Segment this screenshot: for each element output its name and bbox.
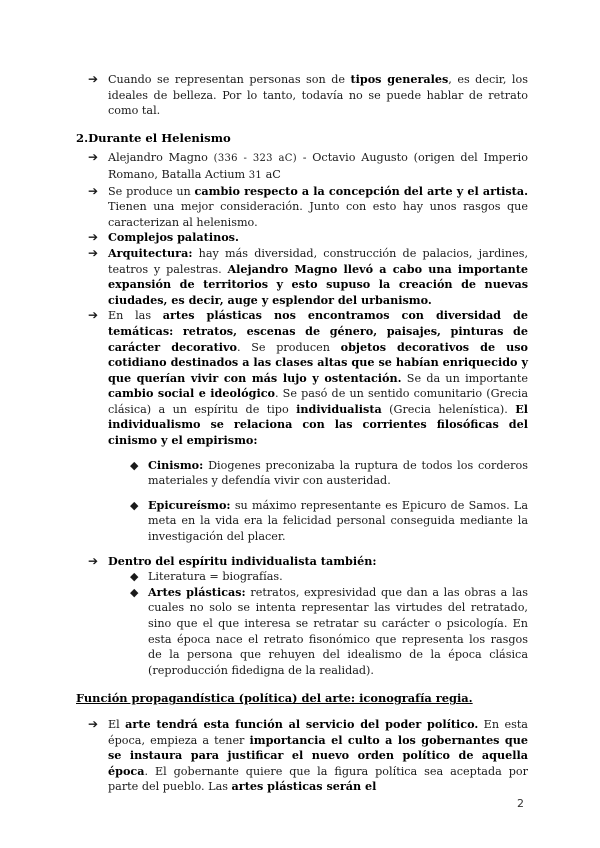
page-content: [76, 72, 528, 795]
bullet-cambio-concepcion: ➔ Se produce un cambio respecto a la concepción del arte y el artista. Tienen una mejor consideración. Junto con esto hay unos rasgos que caracterizan al helenismo.: [88, 183, 528, 229]
subbullet-artes-plasticas: ◆ Artes plásticas: retratos, expresividad que dan a las obras a las cuales no solo se intenta representar las virtudes del retratado, sino que el que interesa se retratar su carácter o psicología. En esta época nace el retrato fisonómico que representa los rasgos de la persona que rehuyen del idealismo de la época clásica (reproducción fidedigna de la realidad).: [130, 584, 528, 677]
arrow-right-icon: ➔: [88, 245, 99, 260]
arrow-right-icon: ➔: [88, 183, 99, 198]
subbullet-cinismo: ◆ Cinismo: Diogenes preconizaba la ruptura de todos los corderos materiales y defendía vivir con austeridad.: [130, 457, 528, 488]
page-number: 2: [517, 797, 524, 810]
subbullet-literatura: ◆ Literatura = biografías.: [130, 570, 283, 584]
arrow-right-icon: ➔: [88, 308, 99, 323]
arrow-right-icon: ➔: [88, 72, 99, 86]
bullet-artes-plasticas: ➔ En las artes plásticas nos encontramos con diversidad de temáticas: retratos, escenas de género, paisajes, pinturas de carácter decorativo. Se producen objetos decorativos de uso cotidiano destinados a las clases altas que se habían enriquecido y que querían vivir con más lujo y ostentación. Se da un importante cambio social e ideológico. Se pasó de un sentido comunitario (Grecia clásica) a un espíritu de tipo individualista (Grecia helenística). El individualismo se relaciona con las corrientes filosóficas del cinismo y el empirismo:: [88, 308, 529, 448]
bullet-arquitectura: ➔ Arquitectura: hay más diversidad, construcción de palacios, jardines, teatros y palestras. Alejandro Magno llevó a cabo una importante expansión de territorios y esto supuso la creación de nuevas ciudades, es decir, auge y esplendor del urbanismo.: [88, 245, 528, 307]
bullet-complejos-palatinos: ➔ Complejos palatinos.: [88, 230, 239, 245]
diamond-icon: ◆: [130, 585, 139, 599]
diamond-icon: ◆: [130, 458, 139, 472]
arrow-right-icon: ➔: [88, 230, 99, 245]
arrow-right-icon: ➔: [88, 150, 99, 165]
diamond-icon: ◆: [130, 570, 139, 584]
subbullet-epicureismo: ◆ Epicureísmo: su máximo representante es Epicuro de Samos. La meta en la vida era la felicidad personal conseguida mediante la investigación del placer.: [130, 497, 528, 544]
diamond-icon: ◆: [130, 498, 139, 512]
bullet-tipos-generales: ➔ Cuando se representan personas son de tipos generales, es decir, los ideales de belleza. Por lo tanto, todavía no se puede hablar de retrato como tal.: [88, 72, 528, 118]
arrow-right-icon: ➔: [88, 716, 99, 731]
section-title-helenismo: 2.Durante el Helenismo: [76, 130, 231, 145]
arrow-right-icon: ➔: [88, 553, 99, 568]
bullet-espiritu-individualista: ➔ Dentro del espíritu individualista también:: [88, 553, 377, 568]
bullet-alejandro-magno: ➔ Alejandro Magno (336 - 323 aC) - Octavio Augusto (origen del Imperio Romano, Batalla Actium 31 aC: [88, 150, 528, 181]
section-title-funcion-propagandistica: Función propagandística (política) del arte: iconografía regia.: [76, 691, 473, 706]
bullet-funcion-politica: ➔ El arte tendrá esta función al servicio del poder político. En esta época, empieza a tener importancia el culto a los gobernantes que se instaura para justificar el nuevo orden político de aquella época. El gobernante quiere que la figura política sea aceptada por parte del pueblo. Las artes plásticas serán el: [88, 716, 528, 794]
